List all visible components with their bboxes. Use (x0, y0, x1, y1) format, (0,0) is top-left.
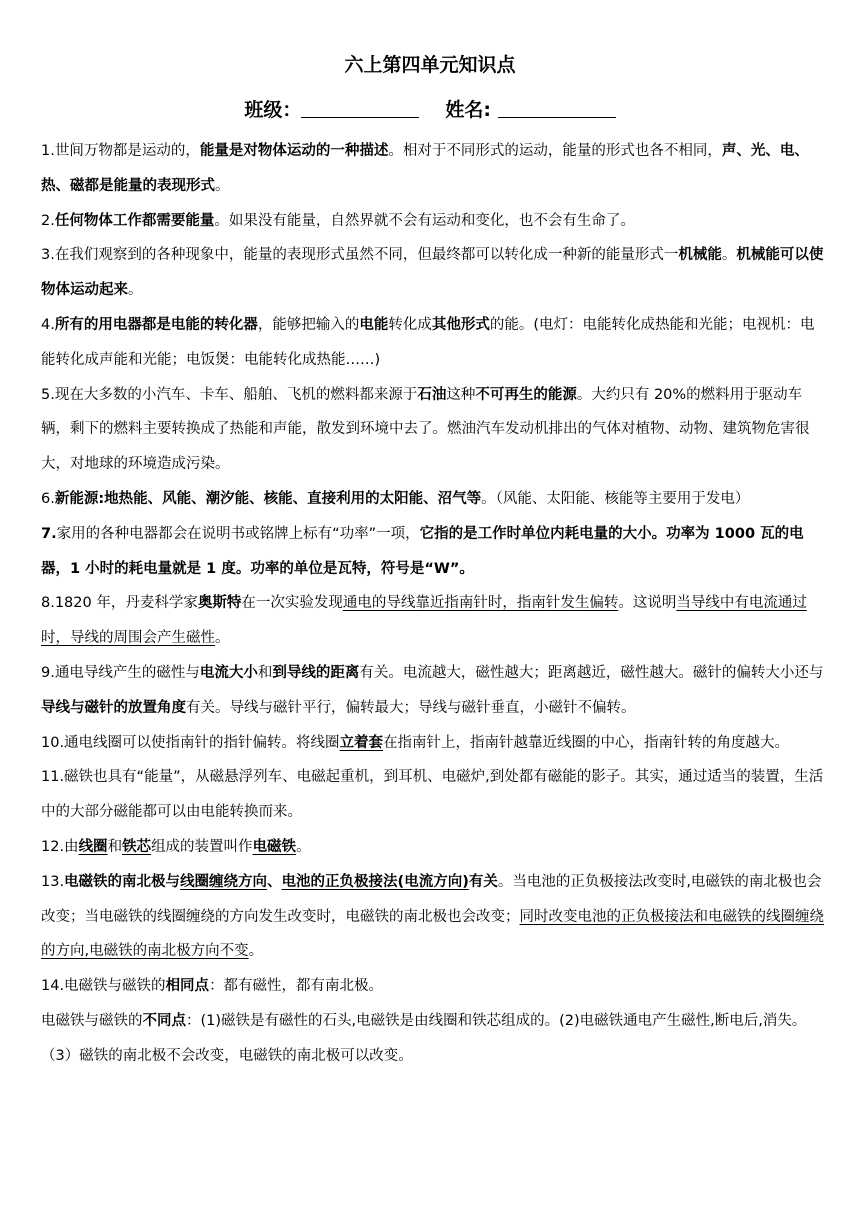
text-run: 家用的各种电器都会在说明书或铭牌上标有“功率”一项， (56, 525, 420, 542)
text-run: 通电的导线靠近指南针时，指南针发生偏转 (342, 595, 619, 612)
text-run: 6. (41, 490, 55, 507)
knowledge-point-14 (41, 969, 827, 1004)
text-run: 线圈 (78, 838, 108, 855)
text-run: 转化成 (388, 316, 432, 333)
student-info-line (0, 97, 860, 123)
knowledge-point-15 (41, 1004, 827, 1074)
text-run: 5.现在大多数的小汽车、卡车、船舶、飞机的燃料都来源于 (41, 386, 418, 403)
knowledge-point-5 (41, 378, 827, 482)
text-run: 到导线的距离 (272, 664, 360, 681)
text-run: 铁芯 (122, 838, 152, 855)
knowledge-point-13 (41, 865, 827, 969)
text-run: 任何物体工作都需要能量 (54, 212, 215, 229)
text-run: 1.世间万物都是运动的， (41, 143, 200, 159)
class-label: 班级： (244, 99, 302, 121)
text-run: 。如果没有能量，自然界就不会有运动和变化，也不会有生命了。 (214, 212, 635, 229)
text-run: 所有的用电器都是电能的转化器 (54, 316, 258, 333)
text-run: 机械能 (678, 247, 722, 264)
knowledge-point-8 (41, 586, 827, 656)
text-run: 电流大小 (199, 664, 258, 681)
text-run: 电磁铁的南北极与 (64, 873, 181, 890)
text-run: 这种 (446, 386, 476, 403)
text-run: 组成的装置叫作 (151, 838, 253, 855)
text-run: 4. (41, 316, 55, 333)
text-run: 11.磁铁也具有“能量”，从磁悬浮列车、电磁起重机，到耳机、电磁炉,到处都有磁能的影子。其实，通过适当的装置，生活中的大部分磁能都可以由电能转换而来。 (41, 769, 824, 821)
text-run: 3.在我们观察到的各种现象中，能量的表现形式虽然不同，但最终都可以转化成一种新的能量形式一 (41, 247, 679, 264)
text-run: 机械能可以使物体运动起来 (41, 247, 824, 299)
knowledge-point-4 (41, 308, 827, 378)
text-run: 。大约只有 20%的燃料用于驱动车辆，剩下的燃料主要转换成了热能和声能，散发到环境中去了。燃油汽车发动机排出的气体对植物、动物、建筑物危害很大，对地球的环境造成污染。 (41, 386, 810, 473)
text-run: 有关。电流越大，磁性越大；距离越近，磁性越大。磁针的偏转大小还与 (359, 664, 824, 681)
text-run: 能量是对物体运动的一种描述 (199, 143, 389, 159)
knowledge-point-12 (41, 830, 827, 865)
page-title: 六上第四单元知识点 (344, 54, 516, 76)
text-run: 。 (248, 943, 264, 960)
knowledge-point-1 (41, 134, 827, 204)
text-run: 8.1820 年，丹麦科学家 (41, 595, 198, 612)
text-run: 电能 (359, 316, 389, 333)
text-run: 不同点 (142, 1012, 186, 1029)
knowledge-point-10 (41, 726, 827, 761)
text-run: 它指的是工作时单位内耗电量的大小。功率为 1000 瓦的电器，1 小时的耗电量就是 1 度。功率的单位是瓦特，符号是“W”。 (41, 525, 804, 577)
text-run: 。（风能、太阳能、核能等主要用于发电） (481, 490, 750, 507)
text-run: 新能源:地热能、风能、潮汐能、核能、直接利用的太阳能、沼气等 (54, 490, 482, 507)
text-run: ：(1)磁铁是有磁性的石头,电磁铁是由线圈和铁芯组成的。(2)电磁铁通电产生磁性,断电后,消失。（3）磁铁的南北极不会改变，电磁铁的南北极可以改变。 (41, 1012, 807, 1064)
knowledge-point-11 (41, 760, 827, 830)
text-run: 12.由 (41, 838, 79, 855)
text-run: 有关。导线与磁针平行，偏转最大；导线与磁针垂直，小磁针不偏转。 (186, 699, 636, 716)
text-run: 和 (257, 664, 273, 681)
text-run: 。当电池的正负极接法改变时,电磁铁的南北极也会改变；当电磁铁的线圈缠绕的方向发生改变时，电磁铁的南北极也会改变； (41, 873, 822, 925)
knowledge-points (41, 134, 827, 1074)
text-run: 其他形式 (431, 316, 490, 333)
text-run: 14.电磁铁与磁铁的 (41, 978, 166, 995)
text-run: 。相对于不同形式的运动，能量的形式也各不相同， (388, 143, 722, 159)
text-run: 石油 (417, 386, 447, 403)
text-run: 电磁铁 (252, 838, 297, 855)
text-run: 当导线中有电流通过时，导线的周围会产生磁性 (41, 595, 807, 647)
text-run: 线圈缠绕方向 (180, 873, 268, 890)
text-run: 有关 (468, 873, 498, 890)
text-run: 。 (215, 177, 230, 194)
text-run: 10.通电线圈可以使指南针的指针偏转。将线圈 (41, 734, 340, 751)
knowledge-point-6 (41, 482, 827, 517)
text-run: 。 (215, 630, 230, 647)
text-run: 同时改变电池的正负极接法和电磁铁的线圈缠绕的方向,电磁铁的南北极方向不变 (41, 908, 824, 960)
text-run: 。 (721, 247, 737, 264)
text-run: 电池的正负极接法(电流方向) (281, 873, 469, 890)
text-run: 9.通电导线产生的磁性与 (41, 664, 200, 681)
text-run: 在一次实验发现 (241, 595, 343, 612)
name-label: 姓名: (445, 99, 491, 121)
class-blank (301, 99, 419, 118)
knowledge-point-2 (41, 204, 827, 239)
text-run: 声、光、电、热、磁都是能量的表现形式 (41, 143, 809, 194)
text-run: 7. (41, 525, 57, 542)
text-run: 13. (41, 873, 65, 890)
text-run: 。 (296, 838, 311, 855)
text-run: ：都有磁性，都有南北极。 (209, 978, 384, 995)
text-run: 电磁铁与磁铁的 (41, 1012, 143, 1029)
text-run: 不可再生的能源 (475, 386, 577, 403)
text-run: 奥斯特 (197, 595, 242, 612)
text-run: 和 (107, 838, 123, 855)
text-run: 2. (41, 212, 55, 229)
text-run: ，能够把输入的 (257, 316, 360, 333)
text-run: 导线与磁针的放置角度 (41, 699, 186, 716)
knowledge-point-3 (41, 238, 827, 308)
text-run: 立着套 (339, 734, 384, 751)
text-run: 的能。(电灯：电能转化成热能和光能；电视机：电能转化成声能和光能；电饭煲：电能转化成热能……) (41, 316, 815, 368)
text-run: 、 (267, 873, 282, 890)
name-blank (498, 99, 616, 118)
text-run: 。这说明 (618, 595, 677, 612)
text-run: 相同点 (165, 978, 210, 995)
text-run: 在指南针上，指南针越靠近线圈的中心，指南针转的角度越大。 (383, 734, 790, 751)
knowledge-point-7 (41, 517, 827, 587)
text-run: 。 (128, 282, 143, 299)
knowledge-point-9 (41, 656, 827, 726)
